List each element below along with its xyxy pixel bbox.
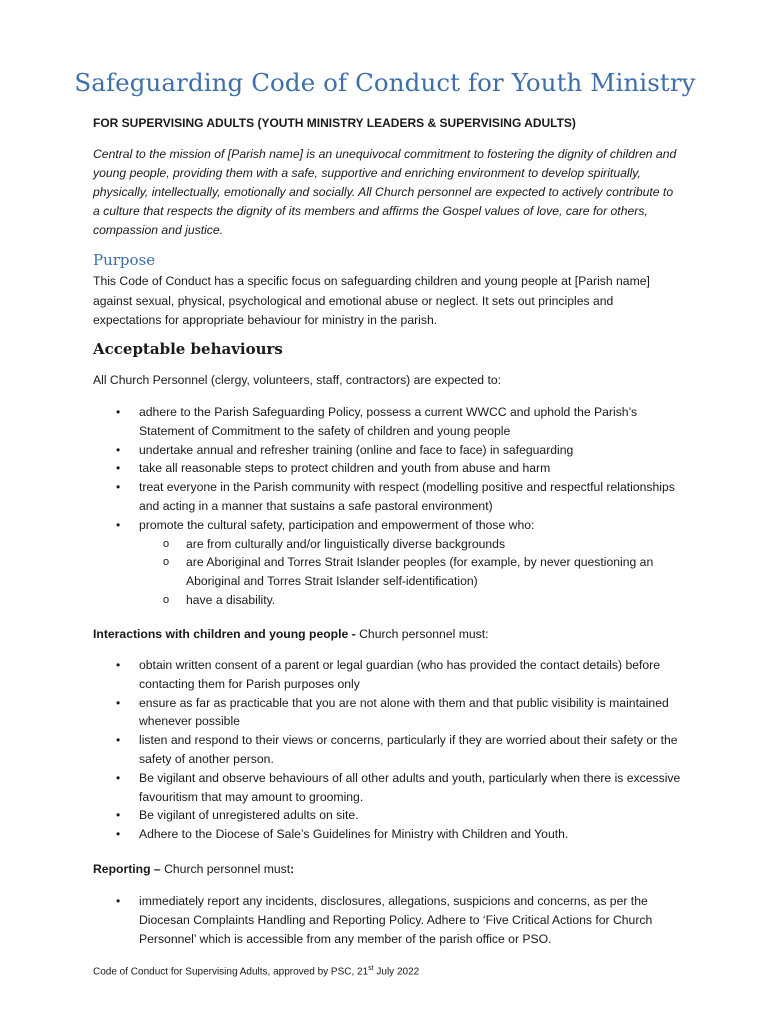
bullet-icon: •	[116, 733, 121, 748]
bullet-icon: •	[116, 770, 121, 785]
interactions-list	[93, 656, 683, 844]
page-footer: Code of Conduct for Supervising Adults, approved by PSC, 21st July 2022	[93, 965, 420, 978]
sub-list-item: o are from culturally and/or linguistically diverse backgrounds	[139, 535, 683, 554]
hollow-bullet-icon: o	[163, 537, 170, 550]
list-item: • Adhere to the Diocese of Sale’s Guidelines for Ministry with Children and Youth.	[93, 825, 683, 844]
hollow-bullet-icon: o	[163, 593, 170, 606]
list-item: • Be vigilant of unregistered adults on site.	[93, 806, 683, 825]
acceptable-list	[93, 403, 683, 610]
document-title: Safeguarding Code of Conduct for Youth Ministry	[74, 68, 696, 97]
list-item: • listen and respond to their views or concerns, particularly if they are worried about their safety or the safety of another person.	[116, 733, 678, 766]
sub-list-item: o are Aboriginal and Torres Strait Islander peoples (for example, by never questioning an Aboriginal and Torres Strait Islander self-identification)	[163, 555, 654, 589]
bullet-icon: •	[116, 405, 121, 419]
bullet-icon: •	[116, 517, 121, 532]
bullet-icon: •	[116, 827, 121, 842]
list-item: • ensure as far as practicable that you are not alone with them and that public visibility is maintained whenever possible	[116, 695, 669, 729]
acceptable-behaviours-heading: Acceptable behaviours	[93, 340, 283, 358]
bullet-icon: •	[116, 808, 121, 823]
purpose-paragraph: This Code of Conduct has a specific focus on safeguarding children and young people at [Parish name] against sexual, physical, psychological and emotional abuse or neglect. It sets out principles and expectations for appropriate behaviour for ministry in the parish.	[93, 274, 650, 327]
list-item: • undertake annual and refresher training (online and face to face) in safeguarding	[93, 441, 683, 460]
list-item: • take all reasonable steps to protect children and youth from abuse and harm	[93, 459, 683, 478]
interactions-lead: Interactions with children and young people - Church personnel must:	[93, 627, 489, 641]
list-item: • promote the cultural safety, participation and empowerment of those who: o are from culturally and/or linguistically diverse backgrounds o are Aboriginal and Torres Strait Islander peoples (for example, by never questioning an Aboriginal and Torres Strait Islander self-identification) o have a disability.	[93, 516, 683, 610]
bullet-icon: •	[116, 695, 121, 710]
list-item: • Be vigilant and observe behaviours of all other adults and youth, particularly when there is excessive favouritism that may amount to grooming.	[116, 770, 681, 804]
list-item: • adhere to the Parish Safeguarding Policy, possess a current WWCC and uphold the Parish’s Statement of Commitment to the safety of children and young people	[116, 405, 638, 438]
acceptable-lead: All Church Personnel (clergy, volunteers, staff, contractors) are expected to:	[93, 373, 502, 387]
purpose-heading: Purpose	[93, 251, 156, 269]
intro-paragraph: Central to the mission of [Parish name] is an unequivocal commitment to fostering the dignity of children and young people, providing them with a safe, supportive and enriching environment to develop spiritually, physically, intellectually, emotionally and socially. All Church personnel are expected to actively contribute to a culture that respects the dignity of its members and affirms the Gospel values of love, care for others, compassion and justice.	[93, 147, 677, 237]
list-item: • immediately report any incidents, disclosures, allegations, suspicions and concerns, as per the Diocesan Complaints Handling and Reporting Policy. Adhere to ‘Five Critical Actions for Church Personnel’ which is accessible from any member of the parish office or PSO.	[116, 894, 653, 946]
bullet-icon: •	[116, 658, 121, 672]
list-item: • treat everyone in the Parish community with respect (modelling positive and respectful relationships and acting in a manner that sustains a safe pastoral environment)	[116, 480, 675, 513]
reporting-lead: Reporting – Church personnel must:	[93, 862, 295, 876]
hollow-bullet-icon: o	[163, 556, 170, 569]
bullet-icon: •	[116, 480, 121, 495]
sub-list-item: o have a disability.	[139, 591, 683, 610]
bullet-icon: •	[116, 442, 121, 457]
sub-list	[139, 535, 683, 610]
audience-subheading: FOR SUPERVISING ADULTS (YOUTH MINISTRY LEADERS & SUPERVISING ADULTS)	[93, 116, 576, 130]
bullet-icon: •	[116, 894, 121, 908]
list-item: • obtain written consent of a parent or legal guardian (who has provided the contact details) before contacting them for Parish purposes only	[116, 658, 660, 691]
bullet-icon: •	[116, 461, 121, 476]
reporting-list	[93, 892, 683, 948]
